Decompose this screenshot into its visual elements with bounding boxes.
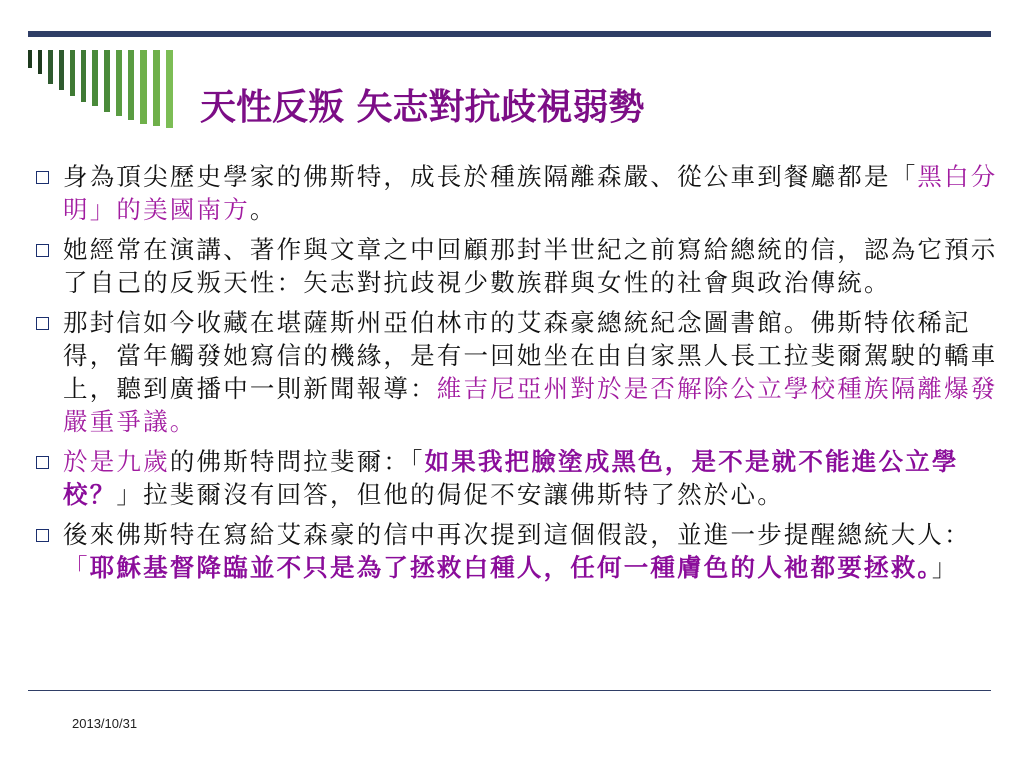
bullet-item [36,233,1006,299]
bullet-text: 她經常在演講、著作與文章之中回顧那封半世紀之前寫給總統的信，認為它預示了自己的反叛天性：矢志對抗歧視少數族群與女性的社會與政治傳統。 [63,235,998,297]
bottom-rule [28,690,991,691]
slide-date: 2013/10/31 [72,716,138,731]
square-bullet-icon [36,529,49,542]
bullet-item [36,160,1006,226]
bullet-item [36,445,1006,511]
decorative-stripes [28,50,228,130]
top-rule [28,31,991,37]
bullet-text: 那封信如今收藏在堪薩斯州亞伯林市的艾森豪總統紀念圖書館。佛斯特依稀記得，當年觸發她寫信的機緣，是有一回她坐在由自家黑人長工拉斐爾駕駛的轎車上，聽到廣播中一則新聞報導：維吉尼亞州對於是否解除公立學校種族隔離爆發嚴重爭議。 [63,308,998,436]
square-bullet-icon [36,244,49,257]
square-bullet-icon [36,317,49,330]
slide-title: 天性反叛 矢志對抗歧視弱勢 [200,86,645,128]
bullet-text: 身為頂尖歷史學家的佛斯特，成長於種族隔離森嚴、從公車到餐廳都是「黑白分明」的美國南方。 [63,162,998,224]
bullet-text: 於是九歲的佛斯特問拉斐爾：「如果我把臉塗成黑色，是不是就不能進公立學校？」拉斐爾沒有回答，但他的侷促不安讓佛斯特了然於心。 [63,447,959,509]
square-bullet-icon [36,171,49,184]
bullet-list [36,160,1006,591]
bullet-text: 後來佛斯特在寫給艾森豪的信中再次提到這個假設，並進一步提醒總統大人：「耶穌基督降臨並不只是為了拯救白種人，任何一種膚色的人祂都要拯救。」 [63,520,971,582]
square-bullet-icon [36,456,49,469]
bullet-item [36,518,1006,584]
bullet-item [36,306,1006,438]
